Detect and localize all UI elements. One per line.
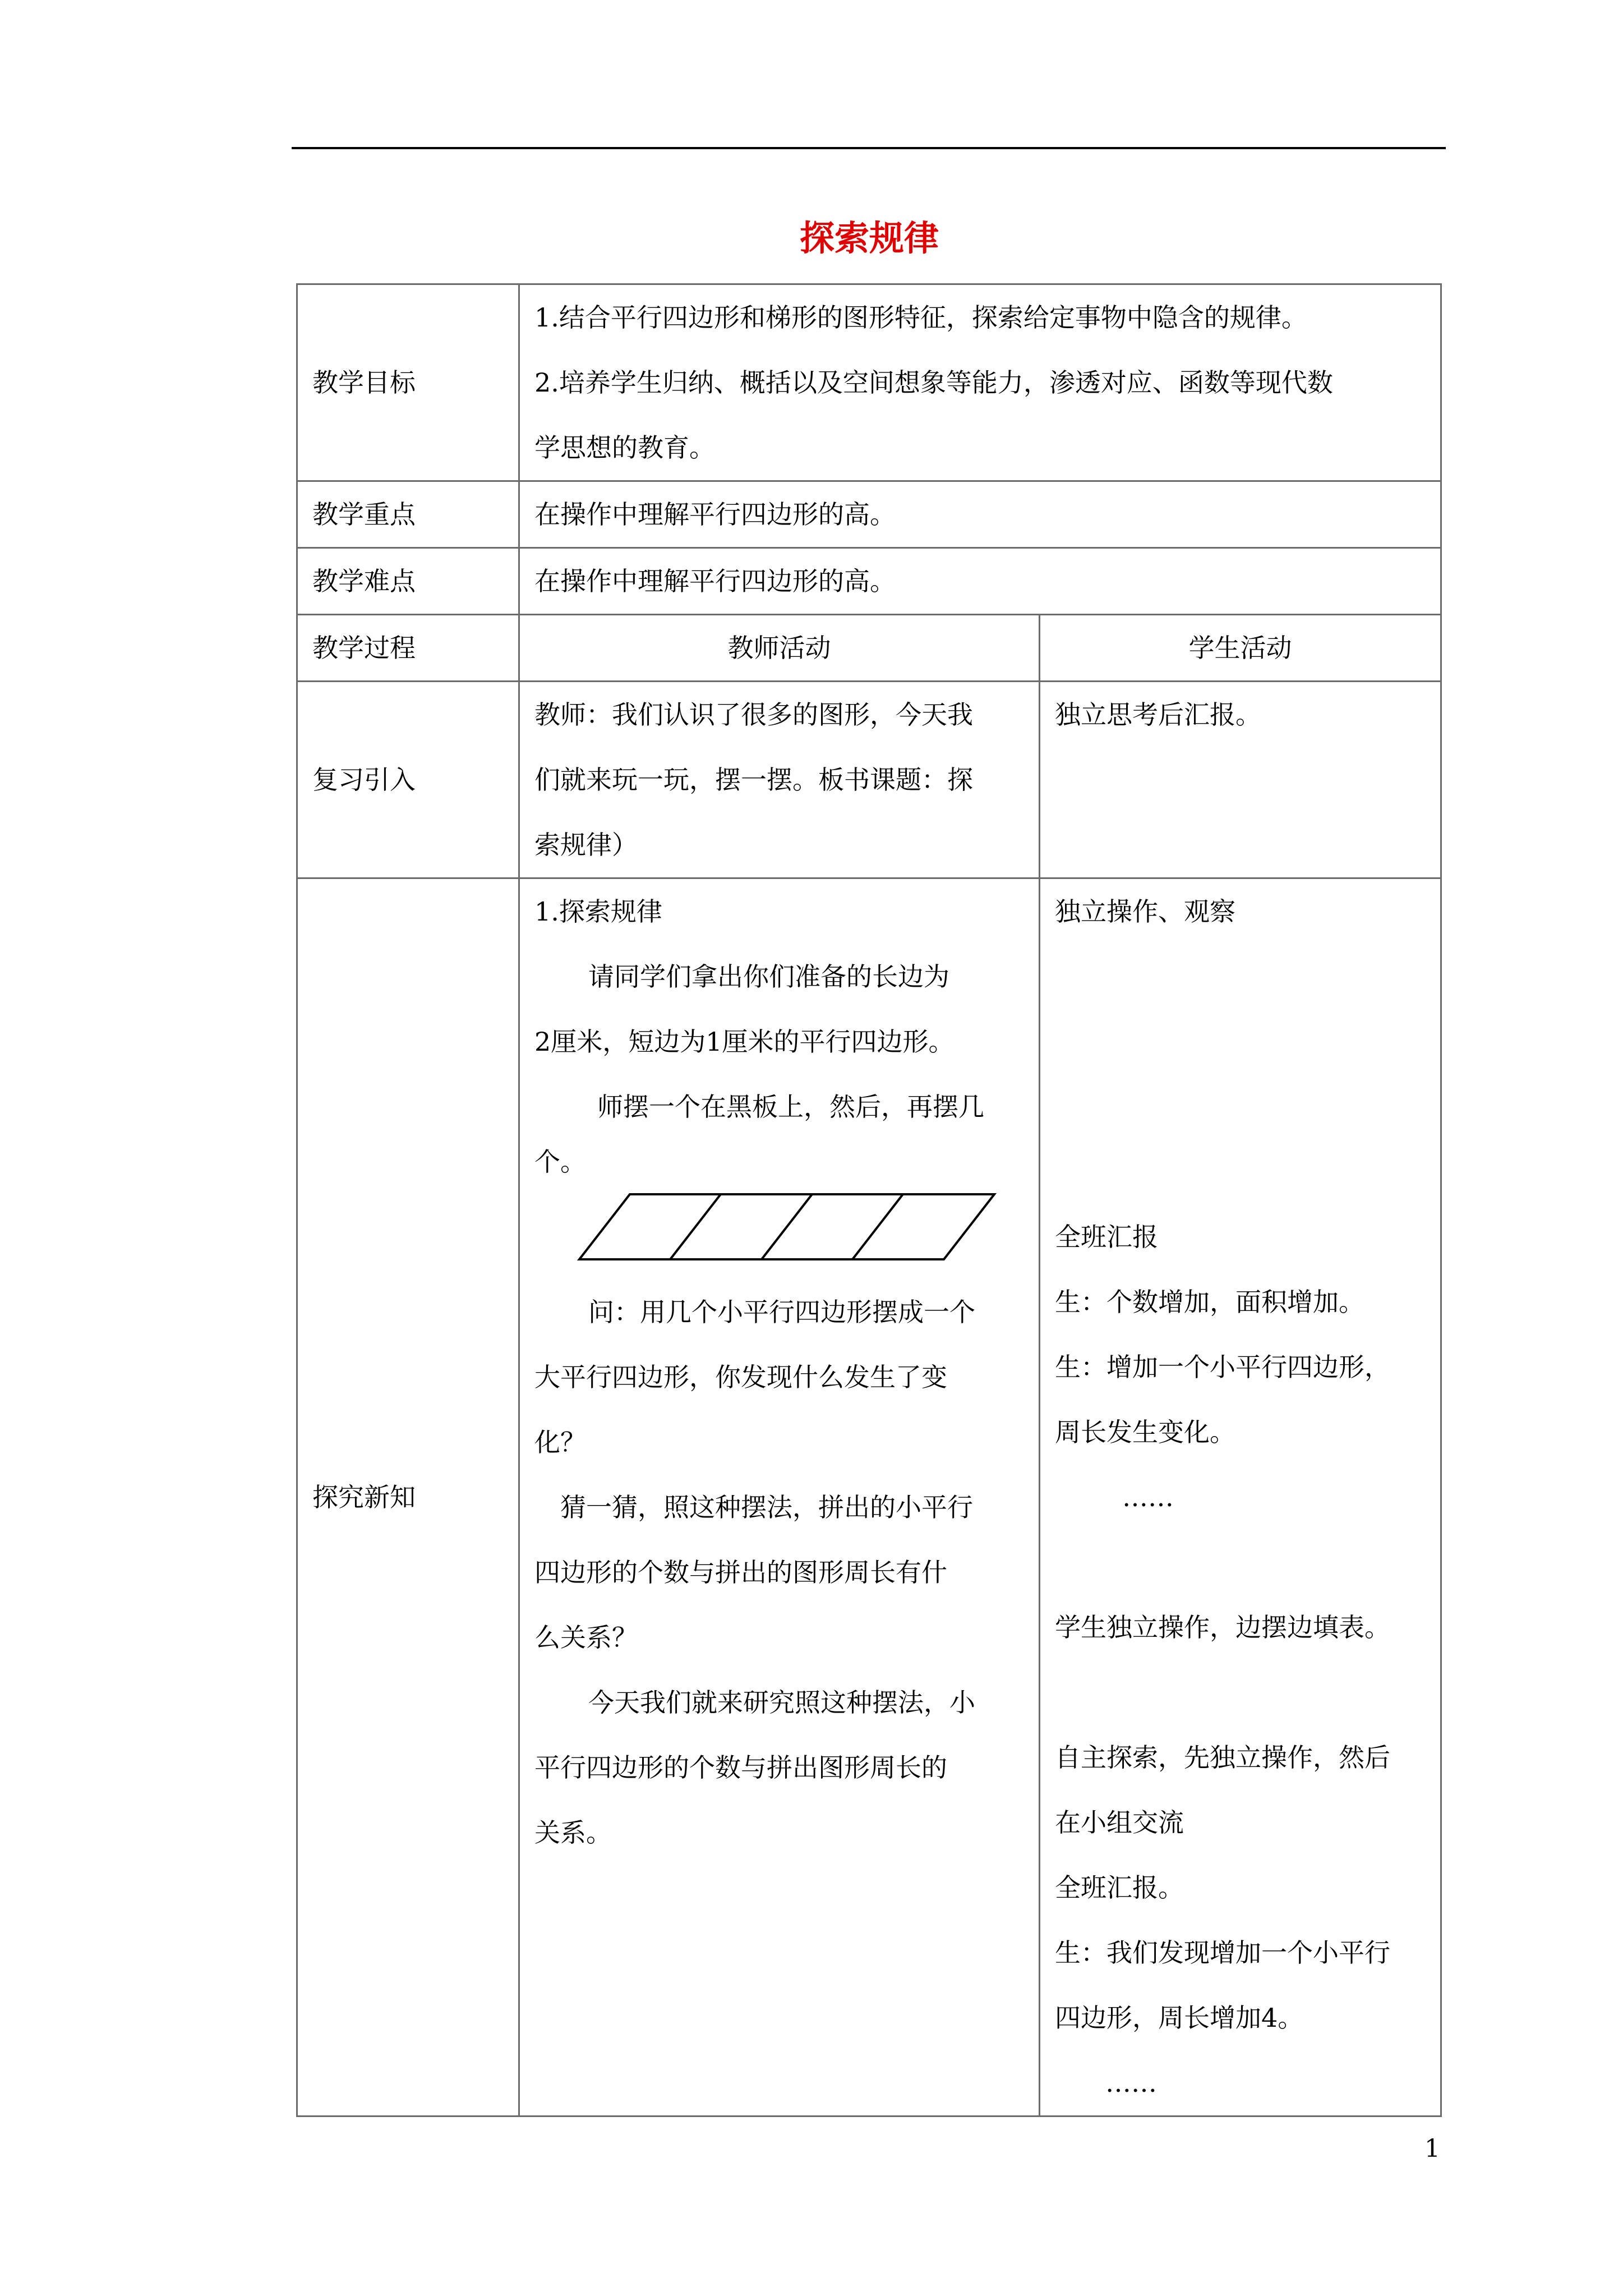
explore-teacher-activity bbox=[519, 878, 1040, 2116]
column-header-student: 学生活动 bbox=[1040, 615, 1441, 682]
parallelogram-row-figure bbox=[574, 1190, 1000, 1268]
explore-teacher-line-12: 今天我们就来研究照这种摆法，小 bbox=[588, 1687, 975, 1718]
goals-content bbox=[519, 284, 1441, 481]
review-student-activity bbox=[1040, 682, 1441, 878]
spacer bbox=[1055, 1660, 1426, 1725]
explore-student-line-10: 全班汇报。 bbox=[1055, 1872, 1184, 1903]
explore-teacher-line-8: 化？ bbox=[534, 1427, 586, 1457]
document-title: 探索规律 bbox=[799, 218, 939, 259]
row-label-key-point: 教学重点 bbox=[297, 481, 519, 548]
explore-student-line-5: 周长发生变化。 bbox=[1055, 1417, 1235, 1447]
explore-teacher-line-7: 大平行四边形，你发现什么发生了变 bbox=[534, 1362, 947, 1392]
explore-teacher-line-13: 平行四边形的个数与拼出图形周长的 bbox=[534, 1752, 947, 1783]
lesson-plan-table bbox=[296, 283, 1442, 2117]
key-point-content: 在操作中理解平行四边形的高。 bbox=[519, 481, 1441, 548]
explore-teacher-line-9: 猜一猜，照这种摆法，拼出的小平行 bbox=[560, 1492, 973, 1522]
review-student-line-1: 独立思考后汇报。 bbox=[1055, 700, 1261, 730]
header-rule bbox=[292, 147, 1446, 149]
explore-student-line-13: …… bbox=[1105, 2068, 1157, 2098]
row-label-process: 教学过程 bbox=[297, 615, 519, 682]
difficulty-content: 在操作中理解平行四边形的高。 bbox=[519, 548, 1441, 615]
page-number: 1 bbox=[1424, 2134, 1440, 2163]
row-label-review: 复习引入 bbox=[297, 682, 519, 878]
row-label-difficulty: 教学难点 bbox=[297, 548, 519, 615]
goal-line-1: 1.结合平行四边形和梯形的图形特征，探索给定事物中隐含的规律。 bbox=[534, 302, 1307, 333]
explore-student-line-3: 生：个数增加，面积增加。 bbox=[1055, 1287, 1364, 1317]
table-row-difficulty bbox=[297, 548, 1441, 615]
explore-teacher-line-11: 么关系？ bbox=[534, 1622, 638, 1653]
explore-teacher-line-4: 师摆一个在黑板上，然后，再摆几 bbox=[597, 1092, 984, 1122]
explore-student-line-11: 生：我们发现增加一个小平行 bbox=[1055, 1938, 1390, 1968]
review-teacher-line-1: 教师：我们认识了很多的图形，今天我 bbox=[534, 700, 973, 730]
spacer bbox=[1055, 944, 1426, 1204]
table-row-goals bbox=[297, 284, 1441, 481]
explore-teacher-line-1: 1.探索规律 bbox=[534, 896, 662, 927]
explore-teacher-line-5: 个。 bbox=[534, 1147, 586, 1177]
table-row-key-point bbox=[297, 481, 1441, 548]
explore-student-line-7: 学生独立操作，边摆边填表。 bbox=[1055, 1612, 1390, 1642]
explore-student-activity bbox=[1040, 878, 1441, 2116]
explore-student-line-12: 四边形，周长增加4。 bbox=[1055, 2003, 1304, 2033]
explore-student-line-6: …… bbox=[1122, 1482, 1174, 1512]
explore-student-line-9: 在小组交流 bbox=[1055, 1807, 1184, 1838]
table-row-review bbox=[297, 682, 1441, 878]
explore-teacher-line-6: 问：用几个小平行四边形摆成一个 bbox=[588, 1297, 975, 1327]
row-label-explore: 探究新知 bbox=[297, 878, 519, 2116]
spacer bbox=[1055, 1530, 1426, 1595]
row-label-goals: 教学目标 bbox=[297, 284, 519, 481]
table-row-explore bbox=[297, 878, 1441, 2116]
table-row-process-header bbox=[297, 615, 1441, 682]
explore-teacher-line-10: 四边形的个数与拼出的图形周长有什 bbox=[534, 1557, 947, 1588]
review-teacher-line-3: 索规律） bbox=[534, 830, 638, 860]
review-teacher-activity bbox=[519, 682, 1040, 878]
review-teacher-line-2: 们就来玩一玩，摆一摆。板书课题：探 bbox=[534, 765, 973, 795]
explore-teacher-line-3: 2厘米，短边为1厘米的平行四边形。 bbox=[534, 1027, 955, 1057]
explore-teacher-line-2: 请同学们拿出你们准备的长边为 bbox=[588, 961, 949, 992]
goal-line-3: 学思想的教育。 bbox=[534, 432, 715, 463]
column-header-teacher: 教师活动 bbox=[519, 615, 1040, 682]
goal-line-2: 2.培养学生归纳、概括以及空间想象等能力，渗透对应、函数等现代数 bbox=[534, 367, 1333, 398]
explore-student-line-8: 自主探索，先独立操作，然后 bbox=[1055, 1742, 1390, 1773]
explore-teacher-line-14: 关系。 bbox=[534, 1818, 612, 1848]
explore-student-line-1: 独立操作、观察 bbox=[1055, 896, 1235, 927]
explore-student-line-4: 生：增加一个小平行四边形， bbox=[1055, 1352, 1390, 1382]
explore-student-line-2: 全班汇报 bbox=[1055, 1222, 1158, 1252]
